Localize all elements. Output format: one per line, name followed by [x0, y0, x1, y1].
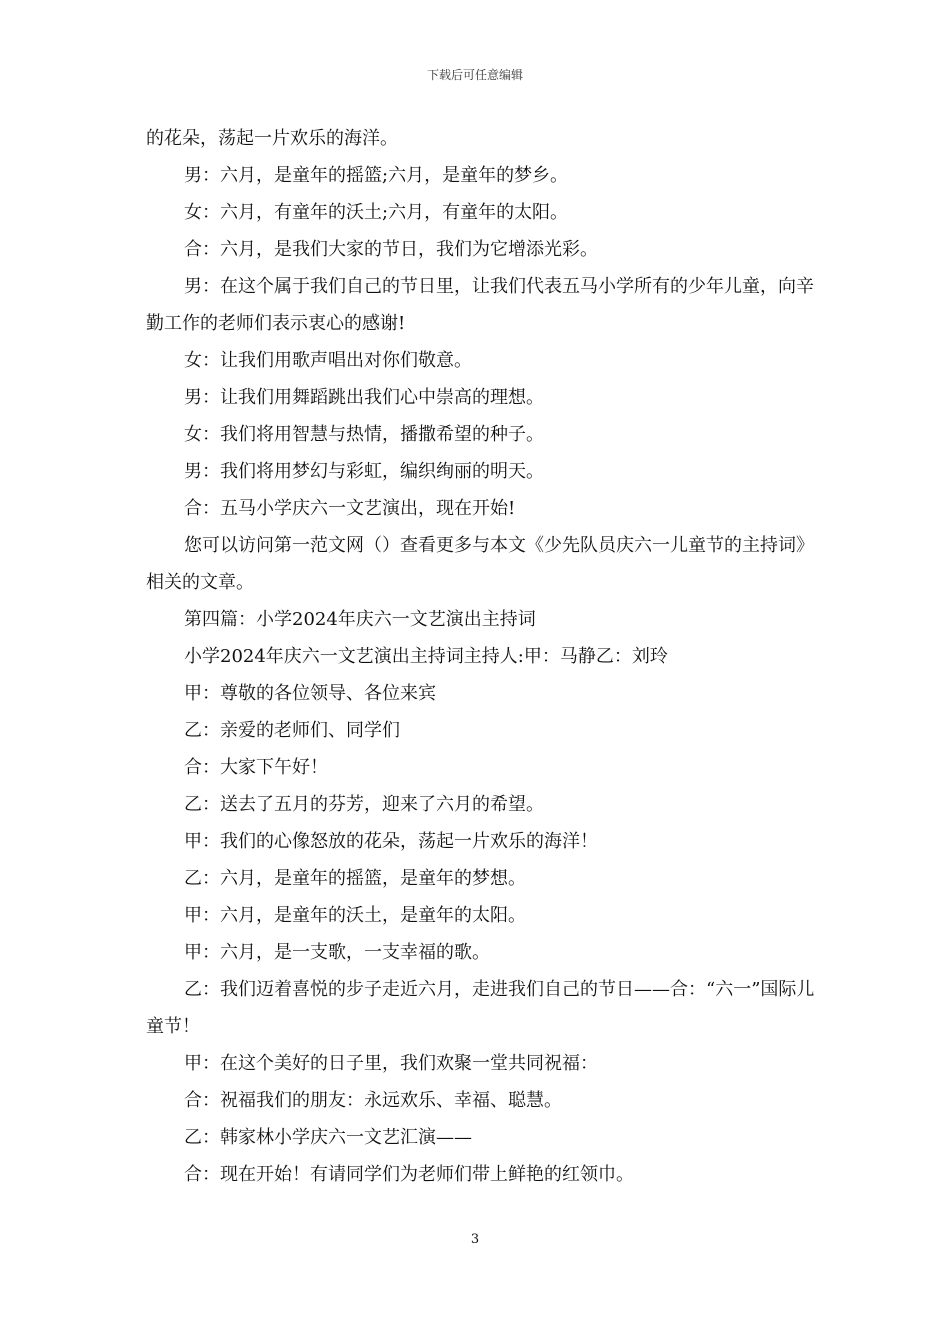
paragraph: 女：让我们用歌声唱出对你们敬意。 [184, 350, 472, 371]
page-number: 3 [470, 1232, 480, 1247]
paragraph: 甲：六月，是童年的沃土，是童年的太阳。 [184, 905, 526, 926]
paragraph: 您可以访问第一范文网（）查看更多与本文《少先队员庆六一儿童节的主持词》相关的文章。 [146, 535, 814, 593]
paragraph: 乙：六月，是童年的摇篮，是童年的梦想。 [184, 868, 526, 889]
document-body [146, 120, 824, 1193]
page-header: 下载后可任意编辑 [426, 68, 523, 82]
paragraph: 合：现在开始！有请同学们为老师们带上鲜艳的红领巾。 [184, 1164, 634, 1185]
paragraph: 乙：送去了五月的芬芳，迎来了六月的希望。 [184, 794, 544, 815]
paragraph: 甲：六月，是一支歌，一支幸福的歌。 [184, 942, 490, 963]
paragraph: 甲：在这个美好的日子里，我们欢聚一堂共同祝福： [184, 1053, 598, 1074]
paragraph: 的花朵，荡起一片欢乐的海洋。 [146, 128, 398, 149]
paragraph: 男：让我们用舞蹈跳出我们心中崇高的理想。 [184, 387, 544, 408]
paragraph: 合：大家下午好！ [184, 757, 328, 778]
paragraph: 女：六月，有童年的沃土;六月，有童年的太阳。 [184, 202, 569, 223]
paragraph: 合：祝福我们的朋友：永远欢乐、幸福、聪慧。 [184, 1090, 562, 1111]
paragraph: 乙：亲爱的老师们、同学们 [184, 720, 400, 741]
paragraph: 乙：我们迈着喜悦的步子走近六月，走进我们自己的节日——合：“六一”国际儿童节！ [146, 979, 815, 1037]
section-heading: 第四篇：小学2024年庆六一文艺演出主持词 [184, 609, 536, 630]
paragraph: 男：在这个属于我们自己的节日里，让我们代表五马小学所有的少年儿童，向辛勤工作的老师们表示衷心的感谢! [146, 276, 814, 334]
paragraph: 小学2024年庆六一文艺演出主持词主持人:甲：马静乙：刘玲 [184, 646, 668, 667]
paragraph: 男：我们将用梦幻与彩虹，编织绚丽的明天。 [184, 461, 544, 482]
paragraph: 合：六月，是我们大家的节日，我们为它增添光彩。 [184, 239, 598, 260]
paragraph: 甲：我们的心像怒放的花朵，荡起一片欢乐的海洋！ [184, 831, 598, 852]
paragraph: 女：我们将用智慧与热情，播撒希望的种子。 [184, 424, 544, 445]
paragraph: 合：五马小学庆六一文艺演出，现在开始! [184, 498, 516, 519]
paragraph: 乙：韩家林小学庆六一文艺汇演—— [184, 1127, 472, 1148]
paragraph: 男：六月，是童年的摇篮;六月，是童年的梦乡。 [184, 165, 569, 186]
paragraph: 甲：尊敬的各位领导、各位来宾 [184, 683, 436, 704]
